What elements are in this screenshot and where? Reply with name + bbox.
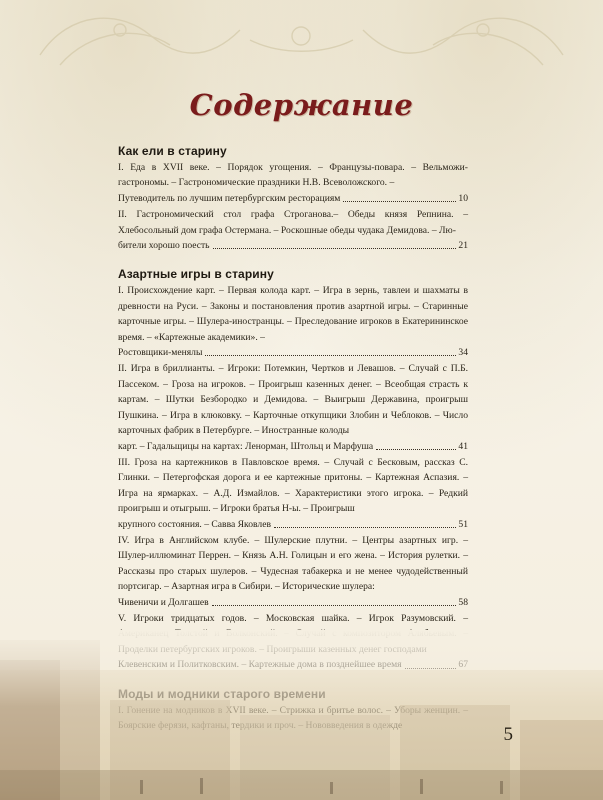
entry-text: II. Гастрономический стол графа Строганова.– Обеды князя Репнина. – Хлебосольный дом графа Остермана. – Роскошные обеды чудака Демидова. – Лю- <box>118 209 468 236</box>
entry-page-line <box>118 517 468 532</box>
entry-text-end: бители хорошо поесть <box>118 240 210 252</box>
toc-entry <box>118 455 468 532</box>
entry-text: I. Происхождение карт. – Первая колода карт. – Игра в зернь, тавлеи и шахматы в древности на Руси. – Законы и постановления против азартной игры. – Старинные карточные игры. – Шулера-иностранцы. – Преследование игроков в Екатерининское время. – «Картежные академики». – <box>118 285 468 343</box>
toc-section <box>118 267 468 672</box>
entry-text-end: Чивеничи и Долгашев <box>118 596 209 608</box>
toc-entry <box>118 283 468 360</box>
entry-page-line <box>118 439 468 454</box>
toc-entry <box>118 160 468 206</box>
entry-text-end: Путеводитель по лучшим петербургским ресторациям <box>118 192 341 204</box>
entry-text: V. Игроки тридцатых годов. – Московская шайка. – Игрок Разумовский. – <box>118 612 468 624</box>
toc-entry <box>118 207 468 253</box>
page-title: Содержание <box>189 88 414 122</box>
dot-leader <box>213 248 457 249</box>
decorative-header-ornament <box>0 0 603 75</box>
entry-page-number: 10 <box>458 192 468 204</box>
entry-page-number: 51 <box>458 518 468 530</box>
entry-text-end: крупного состояния. – Савва Яковлев <box>118 518 271 530</box>
entry-page-line <box>118 238 468 253</box>
entry-text-end: карт. – Гадальщицы на картах: Ленорман, Штольц и Марфуша <box>118 440 374 452</box>
entry-page-number: 34 <box>458 347 468 359</box>
toc-entry <box>118 533 468 610</box>
entry-text: IV. Игра в Английском клубе. – Шулерские плутни. – Центры азартных игр. – Шулер-иллюминат Перрен. – Князь А.Н. Голицын и его жена. – История рулетки. – Рассказы про старых шулеров. – Чудесная табакерка и не менее чудодейственный портсигар. – Азартная игра в Сибири. – Исторические шулера: <box>118 534 468 593</box>
entry-page-number: 21 <box>458 240 468 252</box>
entry-text: III. Гроза на картежников в Павловское время. – Случай с Бесковым, рассказ С. Глинки. – Петергофская дорога и ее картежные притоны. – Картежная Аспазия. – Игра на ярмарках. – А.Д. Измайлов. – Характеристики этого игрока. – Редкий проигрыш и отыгрыш. – Игроки братья Н-ы. – Проигрыш <box>118 456 468 515</box>
city-painting-vignette <box>0 630 603 800</box>
entry-text: I. Еда в XVII веке. – Порядок угощения. – Французы-повара. – Вельможи-гастрономы. – Гастрономические праздники Н.В. Всеволожского. – <box>118 162 468 189</box>
toc-entry <box>118 361 468 453</box>
entry-page-line <box>118 345 468 360</box>
entry-page-line <box>118 191 468 206</box>
toc-section <box>118 144 468 253</box>
section-title: Азартные игры в старину <box>118 267 274 282</box>
dot-leader <box>274 527 456 528</box>
entry-text-end: Ростовщики-менялы <box>118 347 203 359</box>
dot-leader <box>212 605 457 606</box>
section-title: Как ели в старину <box>118 144 227 158</box>
entry-text: II. Игра в бриллианты. – Игроки: Потемкин, Чертков и Левашов. – Случай с П.Б. Пассеком. – Гроза на игроков. – Проигрыш казенных денег. – Всеобщая страсть к картам. – Шутки Безбородко и Демидова. – Выигрыш Державина, проигрыш Пушкина. – Игра в клюковку. – Карточные откупщики Злобин и Чеблоков. – Число карточных фабрик в Петербурге. – Иностранные колоды <box>118 363 468 437</box>
entry-page-number: 41 <box>458 440 468 452</box>
entry-page-line <box>118 595 468 610</box>
page-number: 5 <box>503 724 513 745</box>
dot-leader <box>205 355 456 356</box>
dot-leader <box>376 449 456 450</box>
dot-leader <box>343 201 456 202</box>
entry-page-number: 58 <box>458 596 468 608</box>
